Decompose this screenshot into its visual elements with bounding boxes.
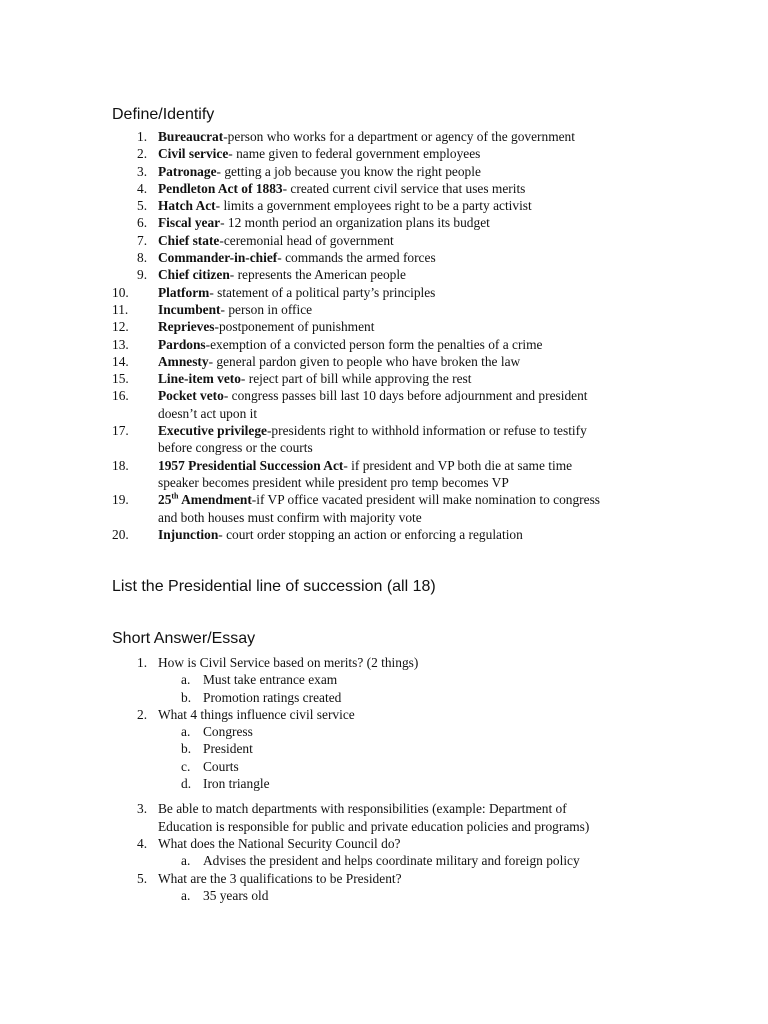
list-item: 9. Chief citizen- represents the American people	[137, 267, 407, 283]
list-item: 6. Fiscal year- 12 month period an organization plans its budget	[137, 215, 490, 231]
list-item: 2. What 4 things influence civil service	[137, 706, 355, 722]
list-item: 14. Amnesty- general pardon given to people who have broken the law	[112, 353, 521, 369]
list-item: 12. Reprieves-postponement of punishment	[112, 319, 375, 335]
list-item: 15. Line-item veto- reject part of bill while approving the rest	[112, 371, 472, 387]
list-item: a. 35 years old	[181, 887, 269, 903]
list-item: 8. Commander-in-chief- commands the armed forces	[137, 250, 436, 266]
heading-line-of-succession: List the Presidential line of succession (all 18)	[112, 578, 436, 595]
list-item: 2. Civil service- name given to federal government employees	[137, 146, 481, 162]
list-item: 5. Hatch Act- limits a government employees right to be a party activist	[137, 198, 532, 214]
list-item: 7. Chief state-ceremonial head of government	[137, 232, 394, 248]
list-item: a. Advises the president and helps coordinate military and foreign policy	[181, 853, 580, 869]
list-item: b. President	[181, 741, 253, 757]
list-item: 19. 25th Amendment-if VP office vacated president will make nomination to congress and both houses must confirm with majority vote	[112, 491, 600, 525]
list-item: 10. Platform- statement of a political party’s principles	[112, 284, 436, 300]
list-item: 11. Incumbent- person in office	[112, 301, 313, 317]
heading-short-answer-essay: Short Answer/Essay	[112, 630, 256, 647]
list-item: 3. Patronage- getting a job because you know the right people	[137, 163, 481, 179]
essay-list	[112, 654, 589, 904]
list-item: 18. 1957 Presidential Succession Act- if president and VP both die at same time speaker becomes president while president pro temp becomes VP	[112, 457, 573, 490]
definitions-list	[112, 128, 600, 543]
list-item: 1. How is Civil Service based on merits? (2 things)	[137, 655, 419, 670]
list-item: a. Congress	[181, 724, 253, 740]
list-item: 4. Pendleton Act of 1883- created current civil service that uses merits	[137, 180, 526, 196]
list-item: b. Promotion ratings created	[181, 689, 342, 705]
list-item: d. Iron triangle	[181, 776, 270, 792]
list-item: 5. What are the 3 qualifications to be President?	[137, 870, 402, 886]
list-item: 17. Executive privilege-presidents right to withhold information or refuse to testify before congress or the courts	[112, 423, 587, 456]
list-item: c. Courts	[181, 758, 239, 774]
heading-define-identify: Define/Identify	[112, 106, 215, 123]
list-item: 4. What does the National Security Council do?	[137, 835, 401, 851]
list-item: a. Must take entrance exam	[181, 672, 338, 688]
list-item: 13. Pardons-exemption of a convicted person form the penalties of a crime	[112, 336, 543, 352]
list-item: 1. Bureaucrat-person who works for a department or agency of the government	[137, 129, 575, 144]
list-item: 16. Pocket veto- congress passes bill last 10 days before adjournment and president doesn’t act upon it	[112, 388, 588, 421]
list-item: 20. Injunction- court order stopping an action or enforcing a regulation	[112, 526, 523, 542]
list-item: 3. Be able to match departments with responsibilities (example: Department of Education is responsible for public and private education policies and programs)	[137, 801, 590, 834]
